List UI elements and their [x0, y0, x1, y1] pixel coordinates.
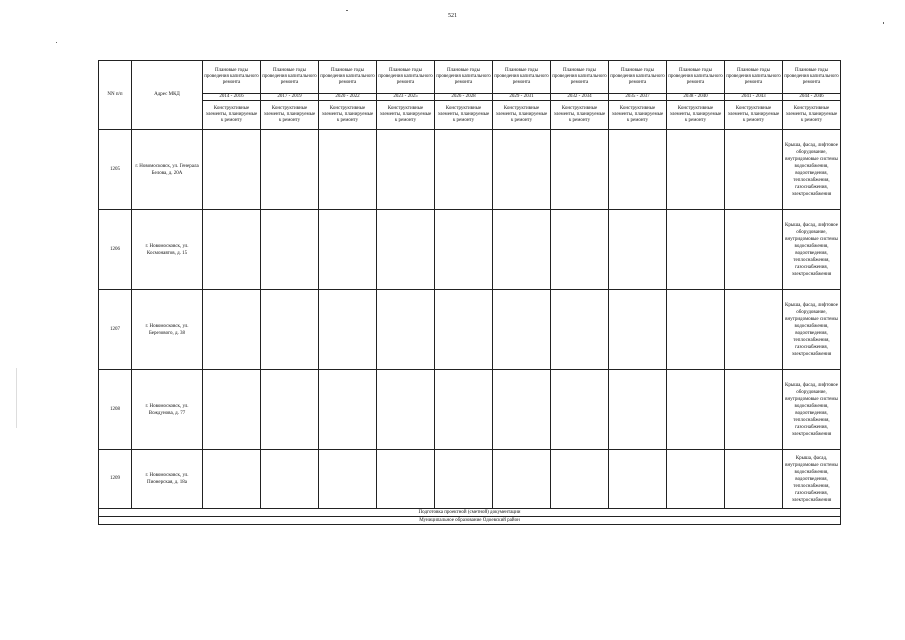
empty-cell: [493, 370, 551, 450]
header-years: 2026 - 2028: [435, 94, 493, 101]
header-years: 2023 - 2025: [377, 94, 435, 101]
empty-cell: [725, 290, 783, 370]
footer-row: [99, 517, 841, 525]
header-period: Плановые годы проведения капитального ремонта: [551, 61, 609, 94]
empty-cell: [377, 370, 435, 450]
header-elements: Конструктивные элементы, планируемые к ремонту: [609, 101, 667, 130]
empty-cell: [261, 450, 319, 509]
header-period: Плановые годы проведения капитального ремонта: [725, 61, 783, 94]
row-number: 1206: [99, 210, 132, 290]
empty-cell: [319, 130, 377, 210]
row-address: г. Новомосковск, ул. Генерала Белова, д. 20А: [132, 130, 203, 210]
header-years: 2032 - 2034: [551, 94, 609, 101]
row-works: Крыша, фасад, внутридомовые системы водоснабжения, водоотведения, теплоснабжения, газоснабжения, электроснабжения: [783, 450, 841, 509]
empty-cell: [609, 290, 667, 370]
empty-cell: [667, 450, 725, 509]
empty-cell: [377, 210, 435, 290]
empty-cell: [551, 370, 609, 450]
scan-mark: [16, 368, 17, 428]
header-period: Плановые годы проведения капитального ремонта: [609, 61, 667, 94]
header-years: 2017 - 2019: [261, 94, 319, 101]
header-elements: Конструктивные элементы, планируемые к ремонту: [319, 101, 377, 130]
row-number: 1205: [99, 130, 132, 210]
scan-mark: [883, 22, 884, 24]
empty-cell: [261, 130, 319, 210]
empty-cell: [725, 450, 783, 509]
header-years: 2020 - 2022: [319, 94, 377, 101]
header-address: Адрес МКД: [132, 61, 203, 130]
header-elements: Конструктивные элементы, планируемые к ремонту: [203, 101, 261, 130]
row-number: 1209: [99, 450, 132, 509]
row-works: Крыша, фасад, лифтовое оборудование, внутридомовые системы водоснабжения, водоотведения, теплоснабжения, газоснабжения, электроснабжения: [783, 210, 841, 290]
header-period: Плановые годы проведения капитального ремонта: [783, 61, 841, 94]
row-address: г. Новомосковск, ул. Космонавтов, д. 15: [132, 210, 203, 290]
empty-cell: [667, 210, 725, 290]
empty-cell: [377, 450, 435, 509]
empty-cell: [435, 210, 493, 290]
row-address: г. Новомосковск, ул. Березового, д. 38: [132, 290, 203, 370]
empty-cell: [551, 210, 609, 290]
empty-cell: [435, 130, 493, 210]
header-years: 2038 - 2040: [667, 94, 725, 101]
header-period: Плановые годы проведения капитального ремонта: [203, 61, 261, 94]
row-address: г. Новомосковск, ул. Пионерская, д. 18а: [132, 450, 203, 509]
empty-cell: [319, 210, 377, 290]
empty-cell: [203, 450, 261, 509]
header-period: Плановые годы проведения капитального ремонта: [493, 61, 551, 94]
empty-cell: [319, 450, 377, 509]
empty-cell: [725, 130, 783, 210]
header-num: NN п/п: [99, 61, 132, 130]
footer-row: [99, 509, 841, 517]
table-row: [99, 130, 841, 210]
empty-cell: [493, 450, 551, 509]
row-works: Крыша, фасад, лифтовое оборудование, внутридомовые системы водоснабжения, водоотведения, теплоснабжения, газоснабжения, электроснабжения: [783, 130, 841, 210]
empty-cell: [551, 450, 609, 509]
header-years: 2044 - 2046: [783, 94, 841, 101]
empty-cell: [261, 370, 319, 450]
row-works: Крыша, фасад, лифтовое оборудование, внутридомовые системы водоснабжения, водоотведения, теплоснабжения, газоснабжения, электроснабжения: [783, 290, 841, 370]
table-row: [99, 450, 841, 509]
header-elements: Конструктивные элементы, планируемые к ремонту: [783, 101, 841, 130]
footer-municipality: Муниципальное образование Одоевский район: [99, 517, 841, 525]
scan-mark: [56, 42, 57, 43]
empty-cell: [551, 130, 609, 210]
table-row: [99, 290, 841, 370]
empty-cell: [609, 130, 667, 210]
scan-mark: [346, 10, 348, 11]
capital-repair-table: [98, 60, 841, 525]
empty-cell: [203, 210, 261, 290]
empty-cell: [609, 370, 667, 450]
header-years: 2014 - 2016: [203, 94, 261, 101]
empty-cell: [493, 130, 551, 210]
row-address: г. Новомосковск, ул. Вождунова, д. 77: [132, 370, 203, 450]
empty-cell: [203, 290, 261, 370]
header-elements: Конструктивные элементы, планируемые к ремонту: [551, 101, 609, 130]
page-number: 521: [448, 13, 457, 19]
table-row: [99, 370, 841, 450]
empty-cell: [609, 210, 667, 290]
header-elements: Конструктивные элементы, планируемые к ремонту: [725, 101, 783, 130]
header-years: 2029 - 2031: [493, 94, 551, 101]
table-row: [99, 210, 841, 290]
header-period: Плановые годы проведения капитального ремонта: [667, 61, 725, 94]
empty-cell: [551, 290, 609, 370]
empty-cell: [319, 370, 377, 450]
row-number: 1208: [99, 370, 132, 450]
empty-cell: [667, 130, 725, 210]
empty-cell: [609, 450, 667, 509]
row-works: Крыша, фасад, лифтовое оборудование, внутридомовые системы водоснабжения, водоотведения, теплоснабжения, газоснабжения, электроснабжения: [783, 370, 841, 450]
header-period: Плановые годы проведения капитального ремонта: [261, 61, 319, 94]
header-period: Плановые годы проведения капитального ремонта: [377, 61, 435, 94]
empty-cell: [667, 370, 725, 450]
empty-cell: [435, 450, 493, 509]
empty-cell: [319, 290, 377, 370]
header-years: 2041 - 2043: [725, 94, 783, 101]
header-elements: Конструктивные элементы, планируемые к ремонту: [377, 101, 435, 130]
empty-cell: [493, 290, 551, 370]
empty-cell: [377, 290, 435, 370]
footer-design-docs: Подготовка проектной (сметной) документации: [99, 509, 841, 517]
empty-cell: [203, 370, 261, 450]
header-period: Плановые годы проведения капитального ремонта: [319, 61, 377, 94]
empty-cell: [725, 370, 783, 450]
header-elements: Конструктивные элементы, планируемые к ремонту: [435, 101, 493, 130]
empty-cell: [435, 290, 493, 370]
empty-cell: [493, 210, 551, 290]
empty-cell: [435, 370, 493, 450]
header-elements: Конструктивные элементы, планируемые к ремонту: [493, 101, 551, 130]
empty-cell: [725, 210, 783, 290]
row-number: 1207: [99, 290, 132, 370]
empty-cell: [261, 210, 319, 290]
empty-cell: [667, 290, 725, 370]
empty-cell: [261, 290, 319, 370]
header-elements: Конструктивные элементы, планируемые к ремонту: [667, 101, 725, 130]
header-years: 2035 - 2037: [609, 94, 667, 101]
empty-cell: [377, 130, 435, 210]
header-elements: Конструктивные элементы, планируемые к ремонту: [261, 101, 319, 130]
header-period: Плановые годы проведения капитального ремонта: [435, 61, 493, 94]
empty-cell: [203, 130, 261, 210]
